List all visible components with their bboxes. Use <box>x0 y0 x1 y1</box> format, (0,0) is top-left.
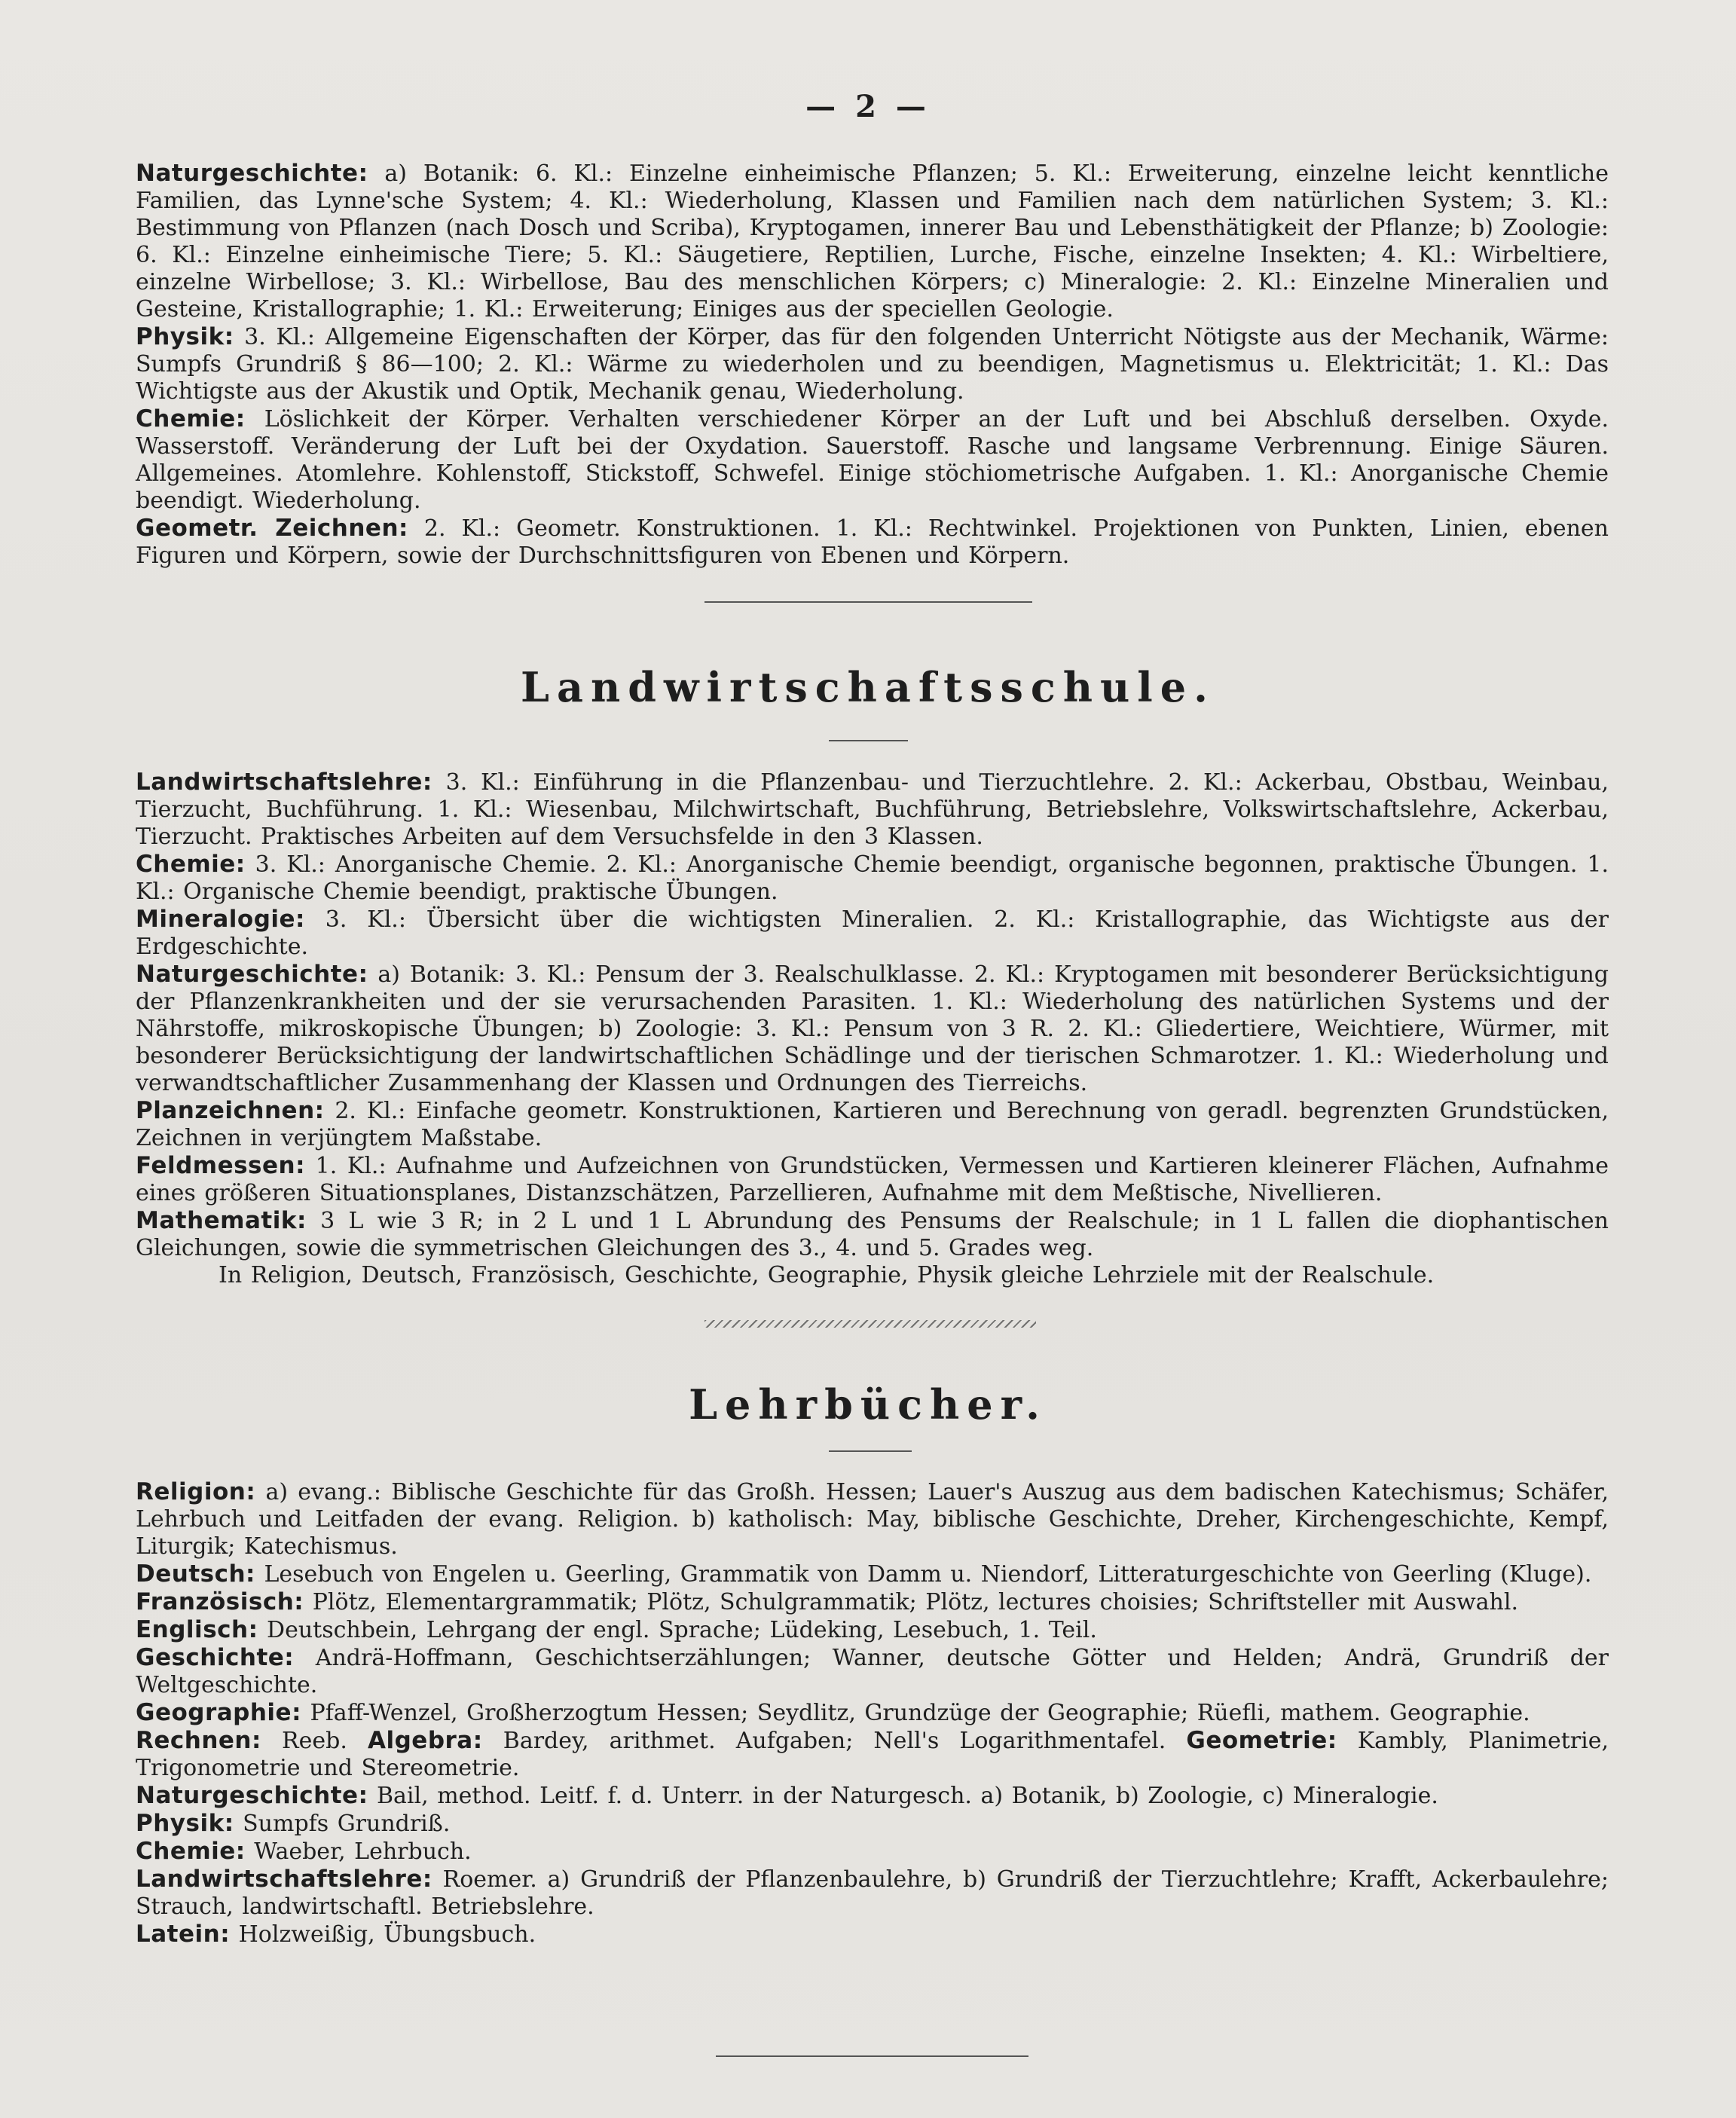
entry-term: Geometr. Zeichnen: <box>136 515 408 542</box>
entry-text: 3. Kl.: Allgemeine Eigenschaften der Körper, das für den folgenden Unterricht Nötigste aus der Mechanik, Wärme: Sumpfs Grundriß § 86—100; 2. Kl.: Wärme zu wiederholen und zu beendigen, Magnetismus u. Elektricität; 1. Kl.: Das Wichtigste aus der Akustik und Optik, Mechanik genau, Wiederholung. <box>136 324 1609 405</box>
entry-chemie <box>136 851 1609 906</box>
entry-text: Sumpfs Grundriß. <box>234 1811 451 1837</box>
note-gleiche-lehrziele: In Religion, Deutsch, Französisch, Geschichte, Geographie, Physik gleiche Lehrziele mit der Realschule. <box>219 1262 1435 1288</box>
entry-naturgeschichte <box>136 961 1609 1097</box>
entry-term: Planzeichnen: <box>136 1097 325 1124</box>
entry-term: Chemie: <box>136 1838 246 1865</box>
entry-geometr-zeichnen <box>136 515 1609 570</box>
entry-text: Deutschbein, Lehrgang der engl. Sprache; Lüdeking, Lesebuch, 1. Teil. <box>258 1617 1097 1643</box>
entry-text: Holzweißig, Übungsbuch. <box>230 1921 536 1948</box>
entry-term: Französisch: <box>136 1588 304 1615</box>
entry-term: Religion: <box>136 1478 256 1505</box>
entry-text: Reeb. <box>261 1728 368 1754</box>
entry-term: Chemie: <box>136 851 246 878</box>
entry-landwirtschaftslehre <box>136 1866 1609 1921</box>
section-landwirtschaft-subjects <box>136 769 1609 1289</box>
entry-text: 3. Kl.: Übersicht über die wichtigsten Mineralien. 2. Kl.: Kristallographie, das Wichtigste aus der Erdgeschichte. <box>136 906 1609 960</box>
entry-naturgeschichte <box>136 160 1609 323</box>
entry-term: Geographie: <box>136 1699 301 1726</box>
page-number: — 2 — <box>805 89 931 124</box>
entry-text: Plötz, Elementargrammatik; Plötz, Schulgrammatik; Plötz, lectures choisies; Schriftsteller mit Auswahl. <box>304 1589 1519 1615</box>
entry-englisch <box>136 1616 1609 1644</box>
entry-text: 2. Kl.: Geometr. Konstruktionen. 1. Kl.: Rechtwinkel. Projektionen von Punkten, Linien, ebenen Figuren und Körpern, sowie der Durchschnittsfiguren von Ebenen und Körpern. <box>136 515 1609 569</box>
entry-chemie <box>136 1838 1609 1866</box>
entry-naturgeschichte <box>136 1782 1609 1810</box>
entry-text: Kambly, Planimetrie, Trigonometrie und Stereometrie. <box>136 1728 1609 1781</box>
entry-geschichte <box>136 1644 1609 1699</box>
entry-term: Geschichte: <box>136 1644 295 1671</box>
entry-term: Deutsch: <box>136 1560 255 1588</box>
entry-term: Chemie: <box>136 405 246 432</box>
entry-term: Physik: <box>136 1810 234 1837</box>
entry-text: Andrä-Hoffmann, Geschichtserzählungen; Wanner, deutsche Götter und Helden; Andrä, Grundriß der Weltgeschichte. <box>136 1645 1609 1698</box>
entry-term: Naturgeschichte: <box>136 961 368 988</box>
entry-term: Rechnen: <box>136 1727 261 1754</box>
entry-rechnen-algebra-geometrie <box>136 1727 1609 1782</box>
entry-text: Bardey, arithmet. Aufgaben; Nell's Logarithmentafel. <box>482 1728 1187 1754</box>
section-lehrbuecher <box>136 1478 1609 1948</box>
divider-short <box>829 1450 912 1452</box>
entry-term: Geometrie: <box>1186 1727 1337 1754</box>
section-realschule-subjects <box>136 160 1609 570</box>
entry-term: Landwirtschaftslehre: <box>136 769 432 796</box>
entry-term: Naturgeschichte: <box>136 160 368 187</box>
entry-text: Waeber, Lehrbuch. <box>245 1838 472 1865</box>
wavy-divider <box>704 1320 1036 1328</box>
entry-physik <box>136 1810 1609 1838</box>
entry-text: Pfaff-Wenzel, Großherzogtum Hessen; Seydlitz, Grundzüge der Geographie; Rüefli, mathem. Geographie. <box>301 1700 1530 1726</box>
entry-text: Roemer. a) Grundriß der Pflanzenbaulehre, b) Grundriß der Tierzuchtlehre; Krafft, Ackerbaulehre; Strauch, landwirtschaftl. Betriebslehre. <box>136 1866 1609 1920</box>
entry-text: 3. Kl.: Einführung in die Pflanzenbau- und Tierzuchtlehre. 2. Kl.: Ackerbau, Obstbau, Weinbau, Tierzucht, Buchführung. 1. Kl.: Wiesenbau, Milchwirtschaft, Buchführung, Betriebslehre, Volkswirtschaftslehre, Ackerbau, Tierzucht. Praktisches Arbeiten auf dem Versuchsfelde in den 3 Klassen. <box>136 769 1609 850</box>
entry-term: Physik: <box>136 323 234 350</box>
entry-term: Algebra: <box>368 1727 483 1754</box>
entry-text: Löslichkeit der Körper. Verhalten verschiedener Körper an der Luft und bei Abschluß derselben. Oxyde. Wasserstoff. Veränderung der Luft bei der Oxydation. Sauerstoff. Rasche und langsame Verbrennung. Einige Säuren. Allgemeines. Atomlehre. Kohlenstoff, Stickstoff, Schwefel. Einige stöchiometrische Aufgaben. 1. Kl.: Anorganische Chemie beendigt. Wiederholung. <box>136 406 1609 514</box>
entry-text: 1. Kl.: Aufnahme und Aufzeichnen von Grundstücken, Vermessen und Kartieren kleinerer Flächen, Aufnahme eines größeren Situationsplanes, Distanzschätzen, Parzellieren, Aufnahme mit dem Meßtische, Nivellieren. <box>136 1153 1609 1206</box>
entry-text: Lesebuch von Engelen u. Geerling, Grammatik von Damm u. Niendorf, Litteraturgeschichte von Geerling (Kluge). <box>255 1561 1592 1588</box>
entry-term: Latein: <box>136 1921 231 1948</box>
entry-text: 3. Kl.: Anorganische Chemie. 2. Kl.: Anorganische Chemie beendigt, organische begonnen, praktische Übungen. 1. Kl.: Organische Chemie beendigt, praktische Übungen. <box>136 851 1609 905</box>
entry-feldmessen <box>136 1152 1609 1207</box>
entry-term: Mineralogie: <box>136 906 305 933</box>
entry-latein <box>136 1921 1609 1948</box>
entry-text: a) Botanik: 6. Kl.: Einzelne einheimische Pflanzen; 5. Kl.: Erweiterung, einzelne leicht kenntliche Familien, das Lynne'sche System; 4. Kl.: Wiederholung, Klassen und Familien nach dem natürlichen System; 3. Kl.: Bestimmung von Pflanzen (nach Dosch und Scriba), Kryptogamen, innerer Bau und Lebensthätigkeit der Pflanze; b) Zoologie: 6. Kl.: Einzelne einheimische Tiere; 5. Kl.: Säugetiere, Reptilien, Lurche, Fische, einzelne Insekten; 4. Kl.: Wirbeltiere, einzelne Wirbellose; 3. Kl.: Wirbellose, Bau des menschlichen Körpers; c) Mineralogie: 2. Kl.: Einzelne Mineralien und Gesteine, Kristallographie; 1. Kl.: Erweiterung; Einiges aus der speciellen Geologie. <box>136 160 1609 322</box>
entry-term: Englisch: <box>136 1616 258 1643</box>
entry-mathematik <box>136 1207 1609 1262</box>
heading-landwirtschaftsschule: Landwirtschaftsschule. <box>521 663 1215 711</box>
entry-term: Naturgeschichte: <box>136 1782 368 1809</box>
entry-physik <box>136 323 1609 405</box>
entry-text: a) evang.: Biblische Geschichte für das Großh. Hessen; Lauer's Auszug aus dem badischen Katechismus; Schäfer, Lehrbuch und Leitfaden der evang. Religion. b) katholisch: May, biblische Geschichte, Dreher, Kirchengeschichte, Kempf, Liturgik; Katechismus. <box>136 1479 1609 1560</box>
entry-text: 2. Kl.: Einfache geometr. Konstruktionen, Kartieren und Berechnung von geradl. begrenzten Grundstücken, Zeichnen in verjüngtem Maßstabe. <box>136 1098 1609 1151</box>
entry-landwirtschaftslehre <box>136 769 1609 851</box>
heading-lehrbuecher: Lehrbücher. <box>689 1380 1047 1429</box>
divider-rule <box>704 601 1032 603</box>
entry-chemie <box>136 405 1609 515</box>
divider-bottom <box>716 2055 1028 2057</box>
entry-geographie <box>136 1699 1609 1727</box>
entry-text: a) Botanik: 3. Kl.: Pensum der 3. Realschulklasse. 2. Kl.: Kryptogamen mit besonderer Berücksichtigung der Pflanzenkrankheiten und der sie verursachenden Parasiten. 1. Kl.: Wiederholung des natürlichen Systems und der Nährstoffe, mikroskopische Übungen; b) Zoologie: 3. Kl.: Pensum von 3 R. 2. Kl.: Gliedertiere, Weichtiere, Würmer, mit besonderer Berücksichtigung der landwirtschaftlichen Schädlinge und der tierischen Schmarotzer. 1. Kl.: Wiederholung und verwandtschaftlicher Zusammenhang der Klassen und Ordnungen des Tierreichs. <box>136 961 1609 1096</box>
entry-deutsch <box>136 1560 1609 1588</box>
entry-franzoesisch <box>136 1588 1609 1616</box>
entry-term: Landwirtschaftslehre: <box>136 1866 432 1893</box>
entry-term: Mathematik: <box>136 1207 307 1234</box>
entry-planzeichnen <box>136 1097 1609 1152</box>
divider-short <box>829 740 908 741</box>
entry-religion <box>136 1478 1609 1560</box>
entry-text: Bail, method. Leitf. f. d. Unterr. in der Naturgesch. a) Botanik, b) Zoologie, c) Mineralogie. <box>368 1783 1438 1809</box>
entry-text: 3 L wie 3 R; in 2 L und 1 L Abrundung des Pensums der Realschule; in 1 L fallen die diophantischen Gleichungen, sowie die symmetrischen Gleichungen des 3., 4. und 5. Grades weg. <box>136 1208 1609 1261</box>
entry-term: Feldmessen: <box>136 1152 305 1179</box>
entry-mineralogie <box>136 906 1609 961</box>
